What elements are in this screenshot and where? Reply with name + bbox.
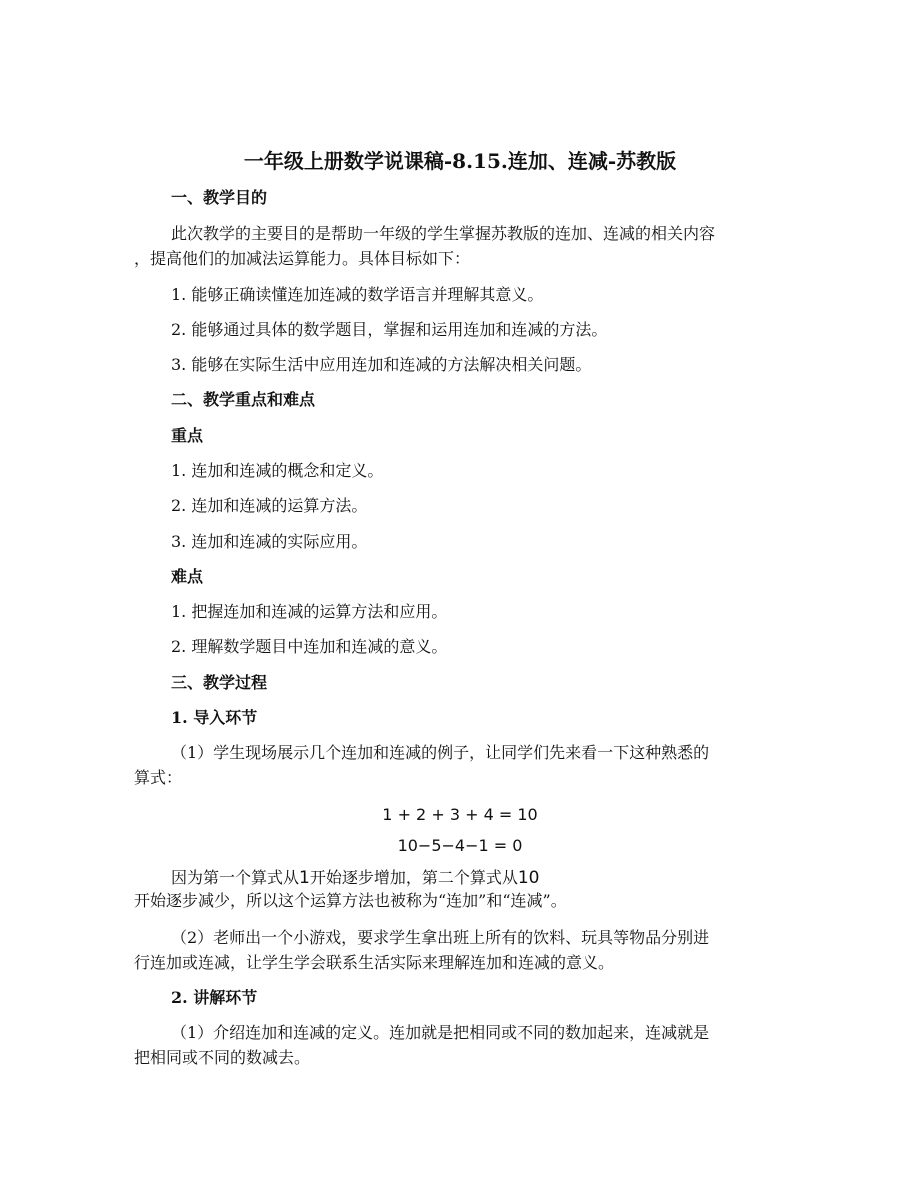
paragraph-line: 开始逐步减少，所以这个运算方法也被称为“连加”和“连减”。 [134,891,567,910]
paragraph-line: 算式： [134,768,183,787]
paragraph-line: （2）老师出一个小游戏，要求学生拿出班上所有的饮料、玩具等物品分别进 [171,928,710,947]
paragraph-text: 开始逐步增加，第二个算式从 [309,868,518,887]
paragraph-line: ，提高他们的加减法运算能力。具体目标如下： [134,249,471,268]
difficult-point-item: 2. 理解数学题目中连加和连减的意义。 [171,637,448,656]
goal-item: 3. 能够在实际生活中应用连加和连减的方法解决相关问题。 [171,355,592,374]
paragraph-text: 因为第一个算式从 [171,868,300,887]
inline-number: 1 [299,868,310,888]
document-title: 一年级上册数学说课稿-8.15.连加、连减-苏教版 [243,149,677,173]
section-heading-key-difficult: 二、教学重点和难点 [171,390,316,409]
subheading-explanation-step: 2. 讲解环节 [171,988,258,1007]
key-point-item: 3. 连加和连减的实际应用。 [171,532,368,551]
goal-item: 1. 能够正确读懂连加连减的数学语言并理解其意义。 [171,285,544,304]
key-point-item: 1. 连加和连减的概念和定义。 [171,461,384,480]
paragraph-line: 把相同或不同的数减去。 [134,1048,311,1067]
subheading-intro-step: 1. 导入环节 [171,708,258,727]
paragraph-line: 此次教学的主要目的是帮助一年级的学生掌握苏教版的连加、连减的相关内容 [171,224,716,243]
subheading-difficult-points: 难点 [171,567,204,586]
key-point-item: 2. 连加和连减的运算方法。 [171,496,368,515]
paragraph-line: （1）学生现场展示几个连加和连减的例子，让同学们先来看一下这种熟悉的 [171,743,710,762]
paragraph-line: 行连加或连减，让学生学会联系生活实际来理解连加和连减的意义。 [134,953,615,972]
subheading-key-points: 重点 [171,426,204,445]
paragraph-line [171,868,540,888]
section-heading-teaching-process: 三、教学过程 [171,673,268,692]
equation-addition: 1 + 2 + 3 + 4 = 10 [382,805,538,824]
section-heading-teaching-goals: 一、教学目的 [171,188,268,207]
paragraph-line: （1）介绍连加和连减的定义。连加就是把相同或不同的数加起来，连减就是 [171,1023,710,1042]
difficult-point-item: 1. 把握连加和连减的运算方法和应用。 [171,602,448,621]
inline-number: 10 [517,868,540,888]
equation-subtraction: 10−5−4−1 = 0 [397,836,523,855]
goal-item: 2. 能够通过具体的数学题目，掌握和运用连加和连减的方法。 [171,320,608,339]
